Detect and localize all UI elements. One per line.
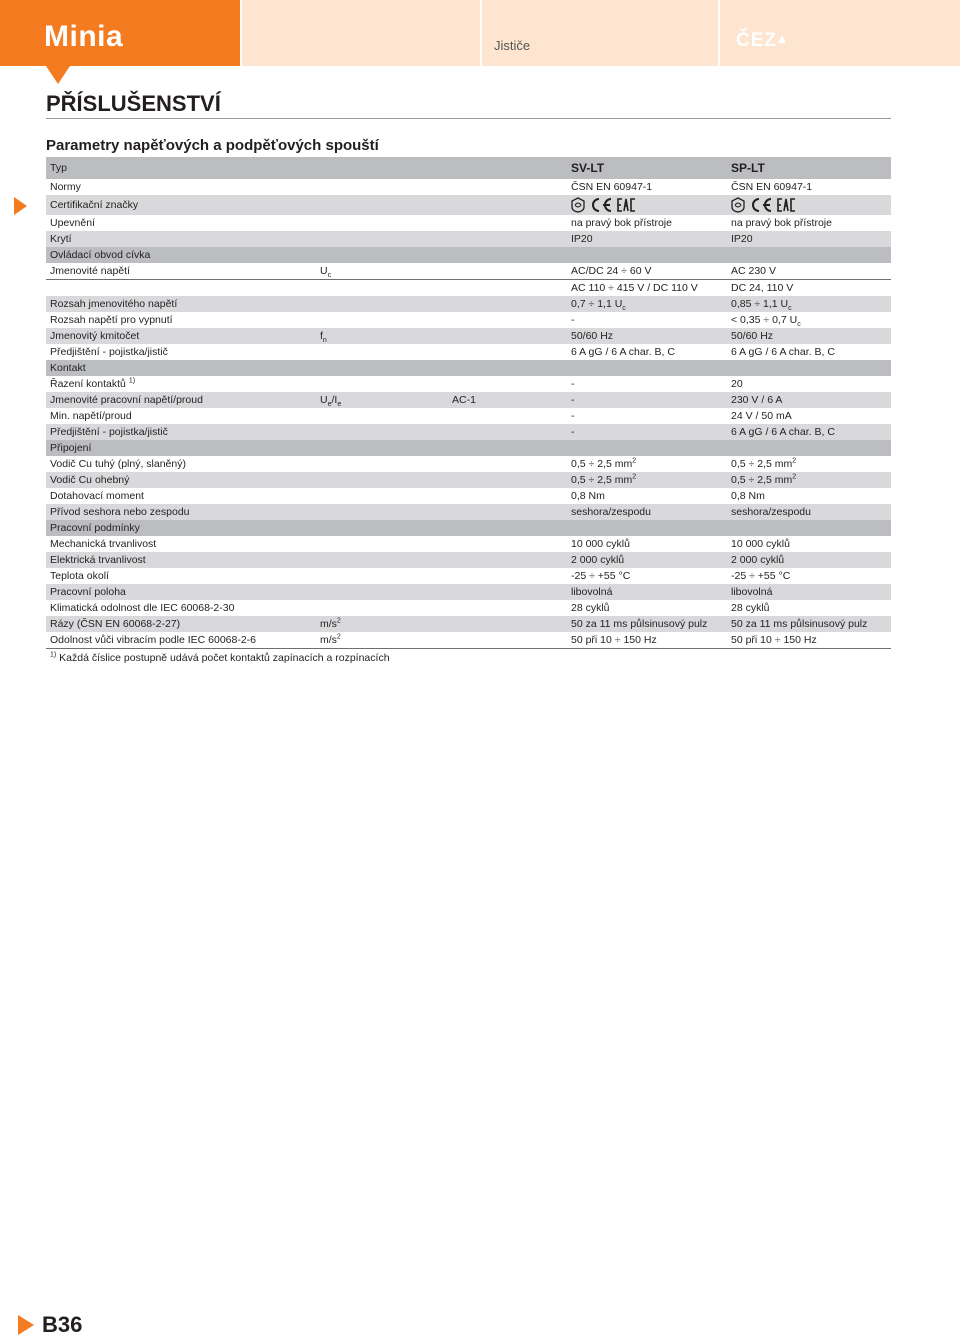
cell-sv-lt: 50 při 10 ÷ 150 Hz: [567, 632, 727, 649]
table-row: [46, 504, 891, 520]
row-label: Elektrická trvanlivost: [46, 552, 316, 568]
table-row: [46, 280, 891, 297]
cell-sp-lt: IP20: [727, 231, 891, 247]
cell-sp-lt: ČSN EN 60947-1: [731, 181, 813, 193]
cell-sp-lt: 230 V / 6 A: [727, 392, 891, 408]
table-row: [46, 424, 891, 440]
row-label: Jmenovité pracovní napětí/proud: [46, 392, 316, 408]
table-row: [46, 488, 891, 504]
parameters-table: [46, 157, 891, 649]
cell-sv-lt: 0,5 ÷ 2,5 $mm^2$: [567, 472, 727, 488]
cell-sv-lt: na pravý bok přístroje: [571, 217, 672, 229]
ce-mark-icon: [749, 197, 773, 213]
brand-notch: [46, 66, 70, 84]
row-label: Mechanická trvanlivost: [50, 538, 157, 550]
section-row: [46, 360, 891, 376]
row-label: Rozsah jmenovitého napětí: [46, 296, 316, 312]
cell-sp-lt: 0,85 ÷ 1,1 $U_c$: [727, 296, 891, 312]
cell-sp-lt: 50 za 11 ms půlsinusový pulz: [727, 616, 891, 632]
cell-sv-lt: 2 000 cyklů: [567, 552, 727, 568]
row-label: Normy: [50, 181, 81, 193]
logo-triangle-icon: [778, 35, 786, 43]
table-row: [46, 392, 891, 408]
ce-mark-icon: [589, 197, 613, 213]
cell-sv-lt: 6 A gG / 6 A char. B, C: [571, 346, 675, 358]
table-header-row: [46, 157, 891, 179]
row-label: Krytí: [46, 231, 316, 247]
brand-box: [0, 0, 240, 66]
table-row: [46, 568, 891, 584]
row-label: Předjištění - pojistka/jistič: [46, 424, 316, 440]
section-row: [46, 247, 891, 263]
cell-sp-lt: 6 A gG / 6 A char. B, C: [731, 346, 835, 358]
side-marker-arrow-icon: [14, 197, 27, 215]
cell-sv-lt: [567, 195, 727, 215]
page-header: [0, 0, 960, 66]
table-row: [46, 584, 891, 600]
cell-sv-lt: libovolná: [567, 584, 727, 600]
cell-sv-lt: seshora/zespodu: [567, 504, 727, 520]
cell-sv-lt: 50 za 11 ms půlsinusový pulz: [567, 616, 727, 632]
table-row: [46, 263, 891, 280]
cell-sv-lt: AC 110 ÷ 415 V / DC 110 V: [571, 282, 698, 294]
table-row: [46, 632, 891, 649]
table-row: [46, 408, 891, 424]
title-divider: [46, 118, 891, 119]
cell-sp-lt: libovolná: [727, 584, 891, 600]
cell-sv-lt: -: [571, 378, 575, 390]
footnote-mark: 1): [50, 651, 57, 659]
cell-sv-lt: -25 ÷ +55 °C: [571, 570, 631, 582]
table-row: [46, 536, 891, 552]
row-label: Řazení kontaktů $^{1)}$: [50, 377, 136, 390]
eac-mark-icon: [617, 197, 637, 213]
table-row: [46, 328, 891, 344]
page-title: PŘÍSLUŠENSTVÍ: [46, 91, 221, 116]
section-label: Připojení: [46, 440, 891, 456]
category-cell: AC-1: [448, 392, 567, 408]
cell-sp-lt: 24 V / 50 mA: [731, 410, 792, 422]
cez-logo: [736, 30, 786, 52]
cell-sv-lt: 0,8 Nm: [571, 490, 605, 502]
cell-sp-lt: 2 000 cyklů: [727, 552, 891, 568]
section-label: Kontakt: [46, 360, 891, 376]
footnote-text: Každá číslice postupně udává počet kontaktů zapínacích a rozpínacích: [59, 652, 390, 664]
table-row: [46, 376, 891, 392]
row-label: Dotahovací moment: [50, 490, 144, 502]
unit-cell: $m/s^2$: [316, 616, 448, 632]
row-label: Pracovní poloha: [46, 584, 316, 600]
cell-sp-lt: 0,5 ÷ 2,5 $mm^2$: [727, 472, 891, 488]
cell-sp-lt: < 0,35 ÷ 0,7 $U_c$: [731, 314, 801, 328]
brand-title: Minia: [44, 20, 124, 53]
cell-sp-lt: 28 cyklů: [731, 602, 770, 614]
cell-sp-lt: 0,5 ÷ 2,5 $mm^2$: [731, 457, 797, 470]
row-label: Rozsah napětí pro vypnutí: [50, 314, 173, 326]
table-title: Parametry napěťových a podpěťových spouští: [46, 137, 379, 154]
cell-sv-lt: -: [571, 410, 575, 422]
row-label: Odolnost vůči vibracím podle IEC 60068-2-6: [46, 632, 316, 649]
table-row: [46, 195, 891, 215]
unit-cell: $m/s^2$: [316, 632, 448, 649]
row-label: Jmenovité napětí: [46, 263, 316, 280]
cell-sp-lt: 20: [731, 378, 743, 390]
table-row: [46, 296, 891, 312]
header-sp-lt: SP-LT: [727, 157, 891, 179]
row-label: Certifikační značky: [46, 195, 316, 215]
table-row: [46, 616, 891, 632]
row-label: Min. napětí/proud: [50, 410, 132, 422]
footnote: [50, 652, 390, 664]
cell-sv-lt: AC/DC 24 ÷ 60 V: [567, 263, 727, 280]
row-label: Jmenovitý kmitočet: [46, 328, 316, 344]
cell-sv-lt: IP20: [567, 231, 727, 247]
cell-sv-lt: 50/60 Hz: [567, 328, 727, 344]
cert-marks: [571, 197, 637, 213]
eac-mark-icon: [777, 197, 797, 213]
symbol-cell: $U_e/I_e$: [316, 392, 448, 408]
row-label: Teplota okolí: [50, 570, 109, 582]
logo-text: ČEZ: [736, 30, 777, 51]
header-sv-lt: SV-LT: [567, 157, 727, 179]
table-row: [46, 600, 891, 616]
table-row: [46, 456, 891, 472]
table-row: [46, 215, 891, 231]
section-row: [46, 520, 891, 536]
row-label: Klimatická odolnost dle IEC 60068-2-30: [50, 602, 235, 614]
cell-sp-lt: -25 ÷ +55 °C: [731, 570, 791, 582]
cell-sv-lt: ČSN EN 60947-1: [571, 181, 653, 193]
cert-marks: [731, 197, 797, 213]
header-segment: [482, 0, 718, 66]
symbol-cell: $f_n$: [316, 328, 448, 344]
page-number: B36: [42, 1312, 83, 1337]
cell-sp-lt: na pravý bok přístroje: [731, 217, 832, 229]
czech-test-mark-icon: [731, 197, 745, 213]
row-label: Rázy (ČSN EN 60068-2-27): [46, 616, 316, 632]
table-row: [46, 344, 891, 360]
table-row: [46, 231, 891, 247]
section-label: Pracovní podmínky: [46, 520, 891, 536]
row-label: Upevnění: [50, 217, 95, 229]
section-label: Ovládací obvod cívka: [46, 247, 891, 263]
cell-sp-lt: 10 000 cyklů: [731, 538, 790, 550]
cell-sp-lt: 50/60 Hz: [727, 328, 891, 344]
table-row: [46, 312, 891, 328]
czech-test-mark-icon: [571, 197, 585, 213]
cell-sv-lt: -: [567, 424, 727, 440]
symbol-cell: $U_c$: [316, 263, 448, 280]
cell-sv-lt: -: [567, 392, 727, 408]
row-label: Vodič Cu tuhý (plný, slaněný): [50, 458, 186, 470]
row-label: Přívod seshora nebo zespodu: [46, 504, 316, 520]
section-name: Jističe: [494, 38, 531, 53]
page-number-arrow-icon: [18, 1315, 34, 1335]
cell-sv-lt: 0,7 ÷ 1,1 $U_c$: [567, 296, 727, 312]
header-label: Typ: [46, 157, 316, 179]
cell-sv-lt: 28 cyklů: [571, 602, 610, 614]
cell-sp-lt: AC 230 V: [727, 263, 891, 280]
table-row: [46, 472, 891, 488]
header-segment: [242, 0, 480, 66]
cell-sp-lt: 0,8 Nm: [731, 490, 765, 502]
cell-sv-lt: 10 000 cyklů: [571, 538, 630, 550]
section-row: [46, 440, 891, 456]
cell-sv-lt: -: [571, 314, 575, 326]
row-label: Vodič Cu ohebný: [46, 472, 316, 488]
cell-sv-lt: 0,5 ÷ 2,5 $mm^2$: [571, 457, 637, 470]
cell-sp-lt: 50 při 10 ÷ 150 Hz: [727, 632, 891, 649]
cell-sp-lt: 6 A gG / 6 A char. B, C: [727, 424, 891, 440]
cell-sp-lt: seshora/zespodu: [727, 504, 891, 520]
table-row: [46, 179, 891, 195]
cell-sp-lt: [727, 195, 891, 215]
row-label: Předjištění - pojistka/jistič: [50, 346, 168, 358]
table-row: [46, 552, 891, 568]
cell-sp-lt: DC 24, 110 V: [731, 282, 794, 294]
